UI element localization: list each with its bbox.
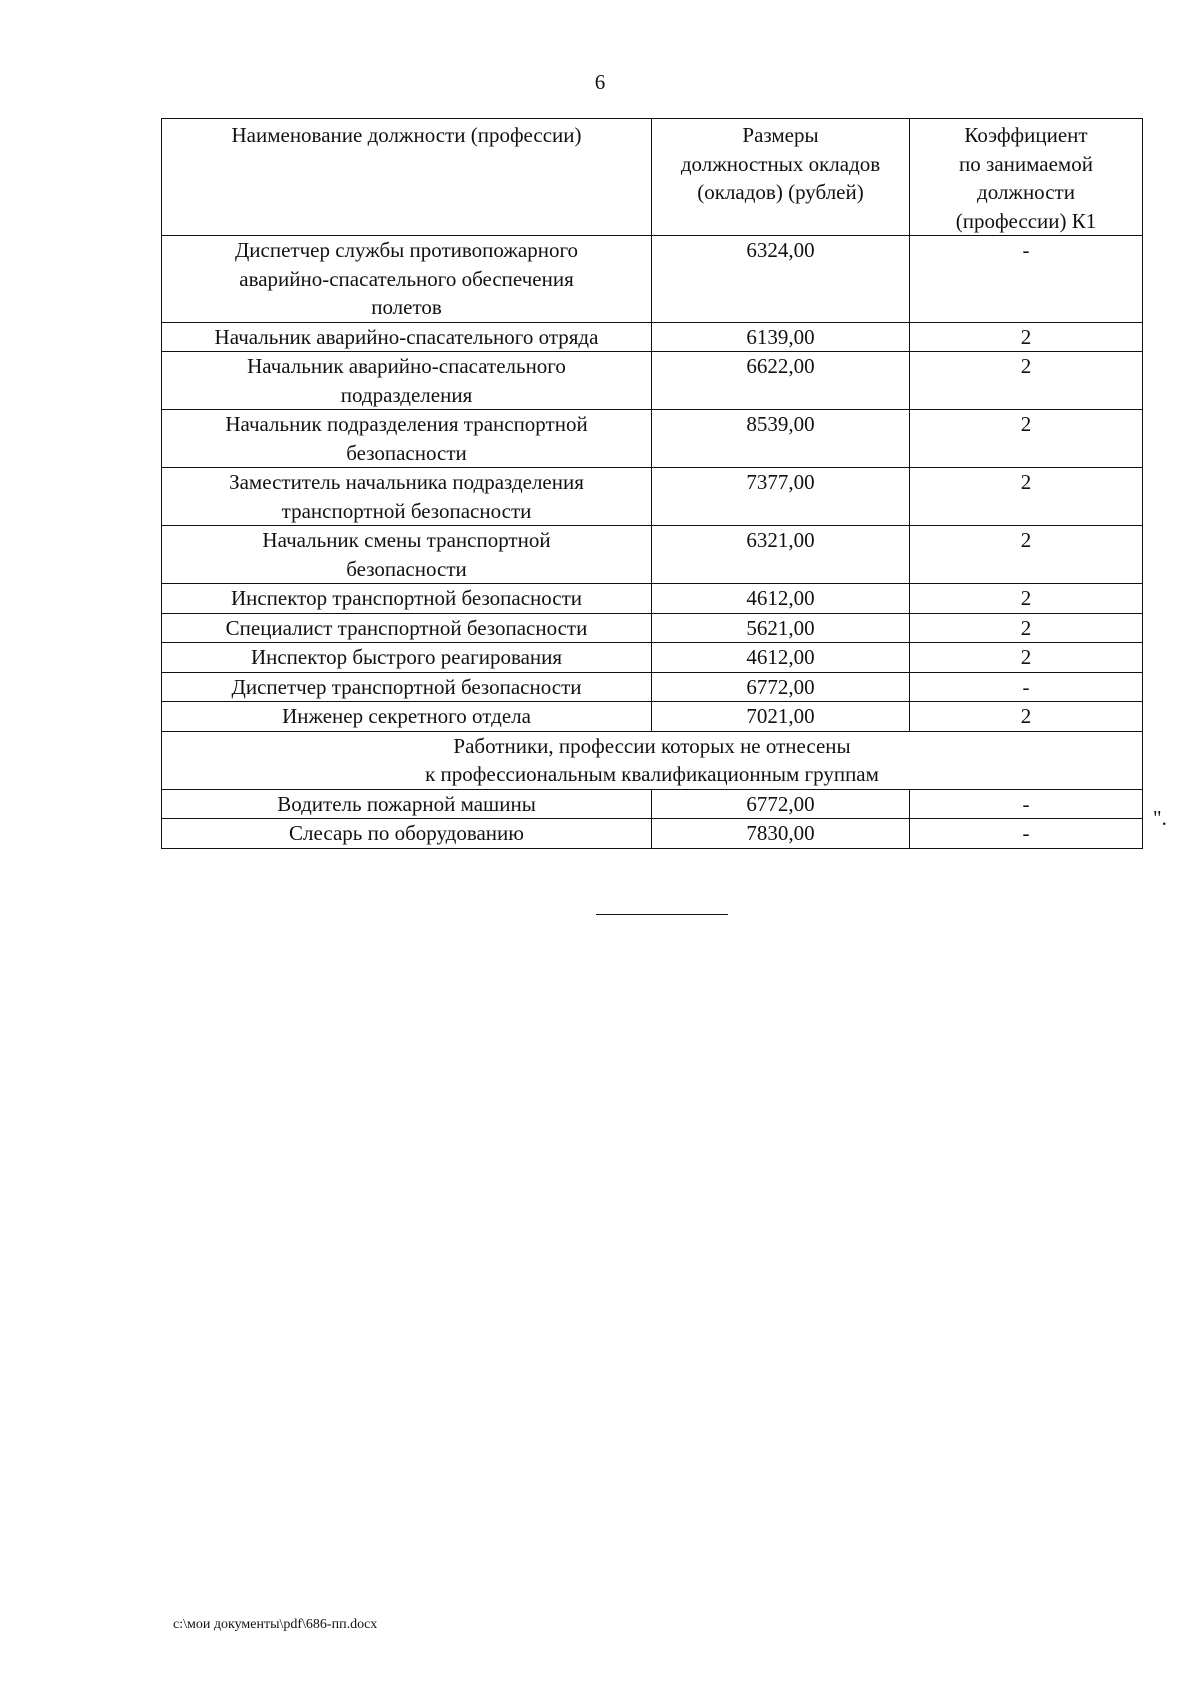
salary-cell: 8539,00: [652, 410, 910, 468]
position-name-cell: Инженер секретного отдела: [162, 702, 652, 732]
coefficient-cell: 2: [910, 643, 1143, 673]
salary-cell: 6139,00: [652, 322, 910, 352]
position-name-cell: Диспетчер службы противопожарного аварийно-спасательного обеспечения полетов: [162, 236, 652, 323]
salary-cell: 7021,00: [652, 702, 910, 732]
salary-cell: 6772,00: [652, 789, 910, 819]
table-row: [162, 819, 1143, 849]
separator-line: [596, 914, 728, 915]
position-name-cell: Инспектор транспортной безопасности: [162, 584, 652, 614]
table-row: [162, 526, 1143, 584]
table-row: [162, 322, 1143, 352]
table-row: [162, 643, 1143, 673]
table-row: [162, 613, 1143, 643]
salary-cell: 6321,00: [652, 526, 910, 584]
table-row: [162, 352, 1143, 410]
coefficient-cell: -: [910, 236, 1143, 323]
coefficient-cell: 2: [910, 584, 1143, 614]
header-position-name: Наименование должности (профессии): [162, 119, 652, 236]
salary-cell: 6772,00: [652, 672, 910, 702]
position-name-cell: Слесарь по оборудованию: [162, 819, 652, 849]
position-name-cell: Начальник смены транспортной безопасности: [162, 526, 652, 584]
table-row: [162, 236, 1143, 323]
coefficient-cell: 2: [910, 410, 1143, 468]
header-salary: Размеры должностных окладов (окладов) (рублей): [652, 119, 910, 236]
closing-quote: ".: [1153, 806, 1167, 830]
position-name-cell: Диспетчер транспортной безопасности: [162, 672, 652, 702]
position-name-cell: Заместитель начальника подразделения транспортной безопасности: [162, 468, 652, 526]
coefficient-cell: 2: [910, 322, 1143, 352]
position-name-cell: Инспектор быстрого реагирования: [162, 643, 652, 673]
section-header-row: [162, 731, 1143, 789]
table-header-row: [162, 119, 1143, 236]
salary-cell: 4612,00: [652, 584, 910, 614]
coefficient-cell: 2: [910, 526, 1143, 584]
position-name-cell: Начальник аварийно-спасательного подразделения: [162, 352, 652, 410]
footer-file-path: c:\мои документы\pdf\686-пп.docx: [173, 1617, 378, 1632]
coefficient-cell: 2: [910, 468, 1143, 526]
salary-cell: 7377,00: [652, 468, 910, 526]
position-name-cell: Специалист транспортной безопасности: [162, 613, 652, 643]
position-name-cell: Начальник аварийно-спасательного отряда: [162, 322, 652, 352]
header-coefficient: Коэффициент по занимаемой должности (профессии) К1: [910, 119, 1143, 236]
coefficient-cell: -: [910, 819, 1143, 849]
salary-cell: 4612,00: [652, 643, 910, 673]
salary-table: [161, 118, 1143, 849]
salary-cell: 6622,00: [652, 352, 910, 410]
table-row: [162, 468, 1143, 526]
position-name-cell: Начальник подразделения транспортной безопасности: [162, 410, 652, 468]
coefficient-cell: -: [910, 672, 1143, 702]
table-row: [162, 584, 1143, 614]
table-row: [162, 672, 1143, 702]
table-row: [162, 789, 1143, 819]
table-row: [162, 410, 1143, 468]
salary-cell: 7830,00: [652, 819, 910, 849]
page-number: 6: [594, 70, 606, 94]
salary-cell: 5621,00: [652, 613, 910, 643]
coefficient-cell: 2: [910, 352, 1143, 410]
coefficient-cell: 2: [910, 613, 1143, 643]
coefficient-cell: -: [910, 789, 1143, 819]
table-row: [162, 702, 1143, 732]
salary-cell: 6324,00: [652, 236, 910, 323]
position-name-cell: Водитель пожарной машины: [162, 789, 652, 819]
coefficient-cell: 2: [910, 702, 1143, 732]
section-title: Работники, профессии которых не отнесены к профессиональным квалификационным группам: [162, 731, 1143, 789]
